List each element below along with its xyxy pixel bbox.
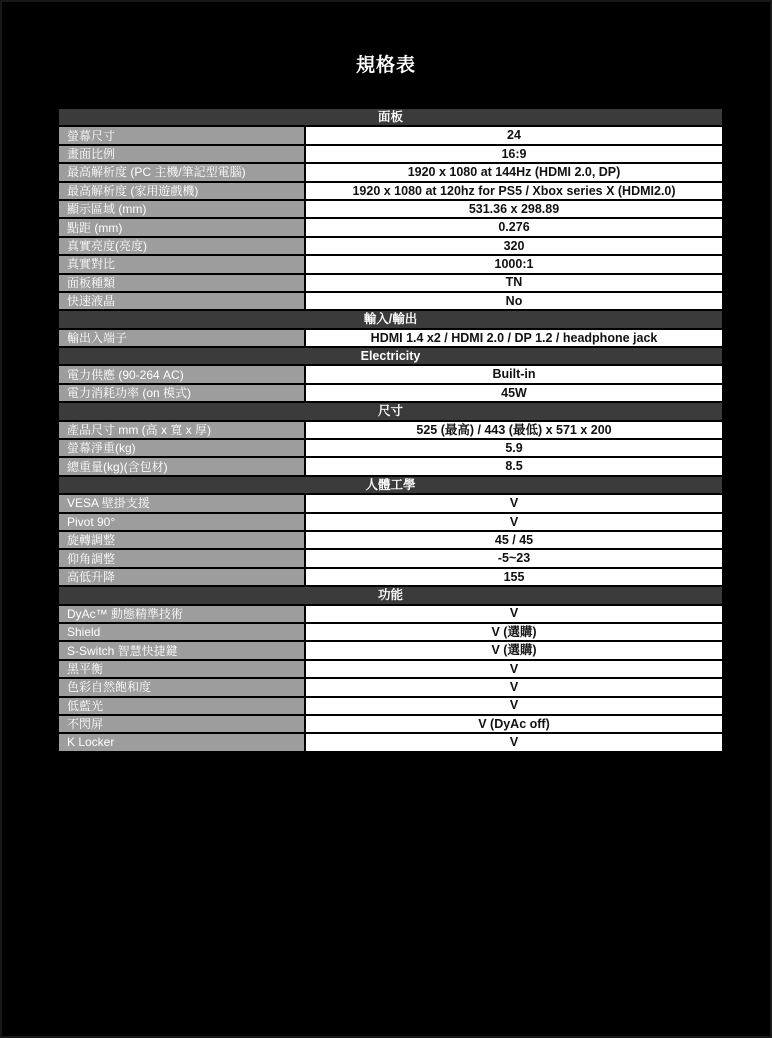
spec-table xyxy=(57,107,724,753)
spec-label: 面板種類 xyxy=(58,274,305,292)
table-row xyxy=(58,660,723,678)
spec-value: V (DyAc off) xyxy=(305,715,723,733)
table-row xyxy=(58,457,723,475)
spec-label: 螢幕淨重(kg) xyxy=(58,439,305,457)
table-row xyxy=(58,329,723,347)
table-row xyxy=(58,365,723,383)
table-row xyxy=(58,641,723,659)
spec-value: 0.276 xyxy=(305,218,723,236)
spec-value: V (選購) xyxy=(305,641,723,659)
spec-label: 高低升降 xyxy=(58,568,305,586)
table-row xyxy=(58,568,723,586)
table-row xyxy=(58,182,723,200)
spec-label: 色彩自然飽和度 xyxy=(58,678,305,696)
spec-label: 電力消耗功率 (on 模式) xyxy=(58,384,305,402)
spec-label: 電力供應 (90-264 AC) xyxy=(58,365,305,383)
section-header-row xyxy=(58,347,723,365)
table-row xyxy=(58,531,723,549)
spec-label: Pivot 90° xyxy=(58,513,305,531)
table-row xyxy=(58,200,723,218)
spec-label: Shield xyxy=(58,623,305,641)
table-row xyxy=(58,697,723,715)
section-header-row xyxy=(58,586,723,604)
spec-value: 320 xyxy=(305,237,723,255)
table-row xyxy=(58,163,723,181)
spec-label: 畫面比例 xyxy=(58,145,305,163)
spec-value: 531.36 x 298.89 xyxy=(305,200,723,218)
section-header-row xyxy=(58,402,723,420)
spec-value: 5.9 xyxy=(305,439,723,457)
spec-label: K Locker xyxy=(58,733,305,751)
spec-value: V xyxy=(305,513,723,531)
table-row xyxy=(58,605,723,623)
spec-label: DyAc™ 動態精準技術 xyxy=(58,605,305,623)
spec-value: V xyxy=(305,660,723,678)
spec-value: -5~23 xyxy=(305,549,723,567)
table-row xyxy=(58,549,723,567)
section-header-label: Electricity xyxy=(58,347,723,365)
table-row xyxy=(58,237,723,255)
spec-label: 輸出入端子 xyxy=(58,329,305,347)
spec-value: TN xyxy=(305,274,723,292)
spec-label: S-Switch 智慧快捷鍵 xyxy=(58,641,305,659)
section-header-label: 人體工學 xyxy=(58,476,723,494)
spec-label: 不閃屏 xyxy=(58,715,305,733)
table-row xyxy=(58,126,723,144)
spec-value: V (選購) xyxy=(305,623,723,641)
section-header-label: 功能 xyxy=(58,586,723,604)
spec-value: HDMI 1.4 x2 / HDMI 2.0 / DP 1.2 / headphone jack xyxy=(305,329,723,347)
table-row xyxy=(58,678,723,696)
table-row xyxy=(58,218,723,236)
spec-label: 真實對比 xyxy=(58,255,305,273)
spec-label: 產品尺寸 mm (高 x 寬 x 厚) xyxy=(58,421,305,439)
spec-value: 1000:1 xyxy=(305,255,723,273)
spec-value: V xyxy=(305,494,723,512)
spec-value: 525 (最高) / 443 (最低) x 571 x 200 xyxy=(305,421,723,439)
spec-label: VESA 壁掛支援 xyxy=(58,494,305,512)
spec-label: 顯示區域 (mm) xyxy=(58,200,305,218)
table-row xyxy=(58,733,723,751)
table-row xyxy=(58,623,723,641)
table-row xyxy=(58,494,723,512)
spec-value: Built-in xyxy=(305,365,723,383)
table-row xyxy=(58,439,723,457)
spec-label: 真實亮度(亮度) xyxy=(58,237,305,255)
spec-label: 黑平衡 xyxy=(58,660,305,678)
spec-value: V xyxy=(305,605,723,623)
table-row xyxy=(58,421,723,439)
page-title: 規格表 xyxy=(355,55,416,76)
table-row xyxy=(58,274,723,292)
spec-value: 24 xyxy=(305,126,723,144)
table-row xyxy=(58,715,723,733)
spec-value: 1920 x 1080 at 120hz for PS5 / Xbox series X (HDMI2.0) xyxy=(305,182,723,200)
spec-value: 8.5 xyxy=(305,457,723,475)
table-row xyxy=(58,255,723,273)
table-row xyxy=(58,513,723,531)
table-row xyxy=(58,384,723,402)
spec-value: V xyxy=(305,733,723,751)
spec-value: V xyxy=(305,697,723,715)
section-header-label: 輸入/輸出 xyxy=(58,310,723,328)
spec-value: 16:9 xyxy=(305,145,723,163)
spec-label: 低藍光 xyxy=(58,697,305,715)
section-header-row xyxy=(58,108,723,126)
spec-label: 點距 (mm) xyxy=(58,218,305,236)
section-header-label: 面板 xyxy=(58,108,723,126)
section-header-label: 尺寸 xyxy=(58,402,723,420)
spec-label: 快速液晶 xyxy=(58,292,305,310)
spec-value: No xyxy=(305,292,723,310)
spec-label: 最高解析度 (家用遊戲機) xyxy=(58,182,305,200)
spec-label: 總重量(kg)(含包材) xyxy=(58,457,305,475)
spec-value: V xyxy=(305,678,723,696)
section-header-row xyxy=(58,476,723,494)
spec-value: 45W xyxy=(305,384,723,402)
spec-label: 旋轉調整 xyxy=(58,531,305,549)
spec-label: 最高解析度 (PC 主機/筆記型電腦) xyxy=(58,163,305,181)
spec-label: 螢幕尺寸 xyxy=(58,126,305,144)
table-row xyxy=(58,292,723,310)
spec-value: 45 / 45 xyxy=(305,531,723,549)
spec-label: 仰角調整 xyxy=(58,549,305,567)
table-row xyxy=(58,145,723,163)
section-header-row xyxy=(58,310,723,328)
spec-value: 155 xyxy=(305,568,723,586)
spec-value: 1920 x 1080 at 144Hz (HDMI 2.0, DP) xyxy=(305,163,723,181)
